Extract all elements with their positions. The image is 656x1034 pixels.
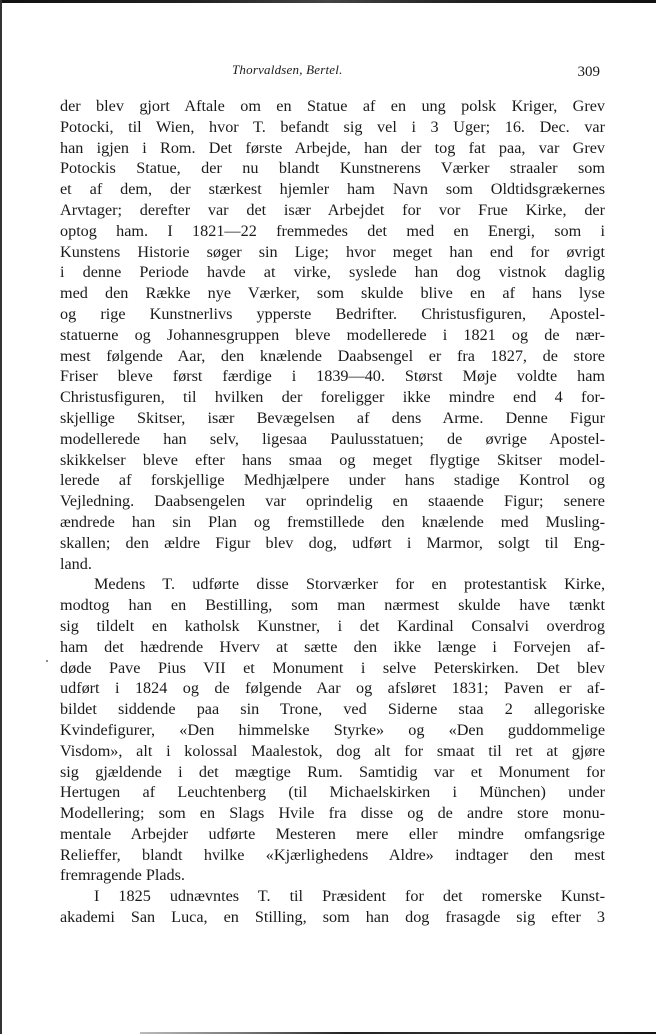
body-text <box>60 96 605 928</box>
margin-mark <box>46 660 48 662</box>
paragraph-end-line: fremragende Plads. <box>60 866 185 885</box>
paragraph-start-line: I 1825 udnævntes T. til Præsident for det romerske Kunst- <box>94 887 605 906</box>
text-line: mentale Arbejder udførte Mesteren mere eller mindre omfangsrige <box>60 824 605 843</box>
text-line: med den Række nye Værker, som skulde blive en af hans lyse <box>60 284 605 303</box>
text-line: Potockis Statue, der nu blandt Kunstnerens Værker straaler som <box>60 159 605 178</box>
text-line: Potocki, til Wien, hvor T. befandt sig vel i 3 Uger; 16. Dec. var <box>60 117 605 136</box>
text-line: Arvtager; derefter var det især Arbejdet for vor Frue Kirke, der <box>60 200 605 219</box>
text-line: et af dem, der stærkest hjemler ham Navn som Oldtidsgrækernes <box>60 180 605 199</box>
text-line: Hertugen af Leuchtenberg (til Michaelskirken i München) under <box>60 783 605 802</box>
text-line: Kvindefigurer, «Den himmelske Styrke» og «Den guddommelige <box>60 720 605 739</box>
text-line: skjellige Skitser, især Bevægelsen af dens Arme. Denne Figur <box>60 408 605 427</box>
text-line: Vejledning. Daabsengelen var oprindelig en staaende Figur; senere <box>60 492 605 511</box>
text-line: ændrede han sin Plan og fremstillede den knælende med Musling- <box>60 512 605 531</box>
text-line: mest følgende Aar, den knælende Daabsengel er fra 1827, de store <box>60 346 605 365</box>
running-title: Thorvaldsen, Bertel. <box>232 62 343 77</box>
text-line: optog ham. I 1821—22 fremmedes det med en Energi, som i <box>60 221 605 240</box>
text-line: Friser bleve først færdige i 1839—40. Størst Møje voldte ham <box>60 367 605 386</box>
page-top-edge <box>0 0 656 3</box>
paragraph-start-line: Medens T. udførte disse Storværker for en protestantisk Kirke, <box>94 575 605 594</box>
text-line: sig tildelt en katholsk Kunstner, i det Kardinal Consalvi overdrog <box>60 616 605 635</box>
text-line: ham det hædrende Hverv at sætte den ikke længe i Forvejen af- <box>60 637 605 656</box>
text-line: døde Pave Pius VII et Monument i selve Peterskirken. Det blev <box>60 658 605 677</box>
text-line: skikkelser bleve efter hans smaa og meget flygtige Skitser model- <box>60 450 605 469</box>
text-line: sig gjældende i det mægtige Rum. Samtidig var et Monument for <box>60 762 605 781</box>
text-line: bildet siddende paa sin Trone, ved Siderne staa 2 allegoriske <box>60 700 605 719</box>
text-line: modtog han en Bestilling, som man nærmest skulde have tænkt <box>60 596 605 615</box>
text-line: Christusfiguren, til hvilken der foreligger ikke mindre end 4 for- <box>60 388 605 407</box>
text-line: Modellering; som en Slags Hvile fra disse og de andre store monu- <box>60 804 605 823</box>
text-line: modellerede han selv, ligesaa Paulusstatuen; de øvrige Apostel- <box>60 429 605 448</box>
running-head <box>60 62 605 84</box>
paragraph-end-line: land. <box>60 554 92 573</box>
text-line: statuerne og Johannesgruppen bleve modellerede i 1821 og de nær- <box>60 325 605 344</box>
text-line: skallen; den ældre Figur blev dog, udført i Marmor, solgt til Eng- <box>60 533 605 552</box>
text-line: i denne Periode havde at virke, syslede han dog vistnok daglig <box>60 263 605 282</box>
text-line: og rige Kunstnerlivs ypperste Bedrifter. Christusfiguren, Apostel- <box>60 304 605 323</box>
page-left-edge <box>0 0 2 1034</box>
text-line: udført i 1824 og de følgende Aar og afsløret 1831; Paven er af- <box>60 679 605 698</box>
text-line: akademi San Luca, en Stilling, som han dog frasagde sig efter 3 <box>60 908 605 927</box>
text-line: Relieffer, blandt hvilke «Kjærlighedens Aldre» indtager den mest <box>60 845 605 864</box>
text-line: Visdom», alt i kolossal Maalestok, dog alt for smaat til ret at gjøre <box>60 741 605 760</box>
text-line: der blev gjort Aftale om en Statue af en ung polsk Kriger, Grev <box>60 97 605 115</box>
page-number: 309 <box>577 64 600 80</box>
text-line: han igjen i Rom. Det første Arbejde, han der tog fat paa, var Grev <box>60 138 605 157</box>
text-line: lerede af forskjellige Medhjælpere under hans stadige Kontrol og <box>60 471 605 490</box>
text-line: Kunstens Historie søger sin Lige; hvor meget han end for øvrigt <box>60 242 605 261</box>
